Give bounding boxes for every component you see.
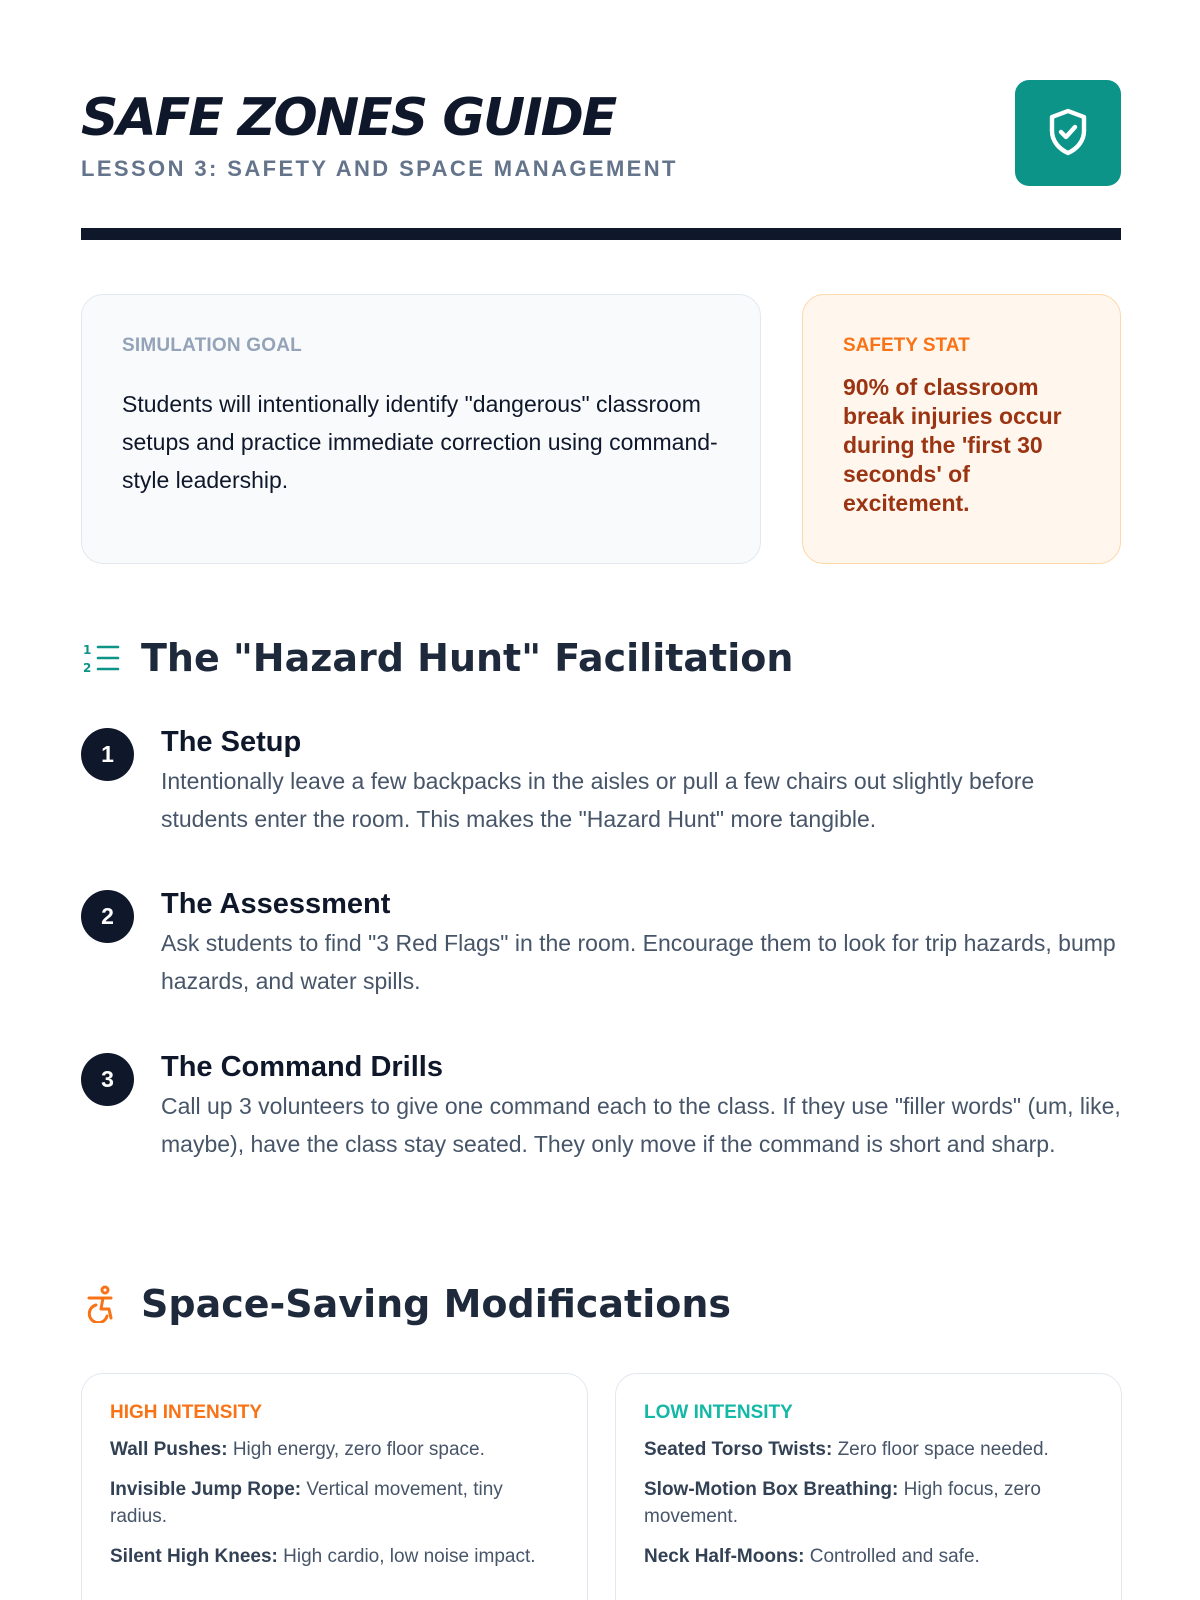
svg-text:2: 2 (83, 661, 92, 675)
step-number: 2 (81, 890, 134, 943)
modifications-heading (81, 1282, 731, 1326)
step-item (81, 728, 1121, 838)
step-title: The Command Drills (161, 1051, 443, 1083)
step-description: Intentionally leave a few backpacks in the aisles or pull a few chairs out slightly before students enter the room. This makes the "Hazard Hunt" more tangible. (161, 768, 1035, 832)
exercise-name: Silent High Knees: (110, 1546, 278, 1567)
exercise-name: Seated Torso Twists: (644, 1439, 833, 1460)
svg-text:1: 1 (83, 643, 92, 657)
exercise-name: Neck Half-Moons: (644, 1546, 805, 1567)
header-divider (81, 228, 1121, 240)
step-number: 3 (81, 1053, 134, 1106)
list-item (110, 1476, 559, 1530)
list-item (110, 1436, 559, 1463)
accessibility-icon (81, 1284, 121, 1324)
step-title: The Assessment (161, 888, 391, 920)
low-intensity-card (615, 1373, 1122, 1600)
step-description: Call up 3 volunteers to give one command each to the class. If they use "filler words" (um, like, maybe), have the class stay seated. They only move if the command is short and sharp. (161, 1093, 1121, 1157)
simulation-goal-text: Students will intentionally identify "dangerous" classroom setups and practice immediate correction using command-style leadership. (122, 391, 718, 493)
modifications-title: Space-Saving Modifications (141, 1282, 732, 1326)
page-subtitle: LESSON 3: SAFETY AND SPACE MANAGEMENT (81, 156, 678, 181)
exercise-name: Wall Pushes: (110, 1439, 228, 1460)
step-item (81, 1053, 1121, 1163)
exercise-desc: Zero floor space needed. (837, 1439, 1049, 1460)
exercise-desc: Controlled and safe. (809, 1546, 980, 1567)
facilitation-heading (81, 636, 793, 680)
exercise-desc: High cardio, low noise impact. (283, 1546, 536, 1567)
safety-stat-text: 90% of classroom break injuries occur during the 'first 30 seconds' of excitement. (843, 374, 1062, 516)
high-intensity-card (81, 1373, 588, 1600)
simulation-goal-card (81, 294, 761, 564)
list-item (644, 1436, 1093, 1463)
facilitation-title: The "Hazard Hunt" Facilitation (141, 636, 794, 680)
high-intensity-label: HIGH INTENSITY (110, 1402, 263, 1423)
list-item (644, 1476, 1093, 1530)
step-number: 1 (81, 728, 134, 781)
list-item (110, 1543, 559, 1570)
exercise-name: Slow-Motion Box Breathing: (644, 1479, 899, 1500)
low-intensity-label: LOW INTENSITY (644, 1402, 793, 1423)
safety-stat-card (802, 294, 1121, 564)
exercise-desc: High focus, zero movement. (644, 1479, 1041, 1527)
step-description: Ask students to find "3 Red Flags" in the room. Encourage them to look for trip hazards, bump hazards, and water spills. (161, 930, 1116, 994)
step-title: The Setup (161, 726, 302, 758)
list-item (644, 1543, 1093, 1570)
safety-stat-label: SAFETY STAT (843, 335, 970, 356)
simulation-goal-label: SIMULATION GOAL (122, 335, 302, 356)
exercise-desc: Vertical movement, tiny radius. (110, 1479, 503, 1527)
page-title: SAFE ZONES GUIDE (81, 88, 616, 148)
numbered-list-icon (81, 638, 121, 678)
shield-badge (1015, 80, 1121, 186)
step-item (81, 890, 1121, 1000)
page-header (81, 80, 1121, 182)
shield-check-icon (1044, 107, 1092, 159)
exercise-desc: High energy, zero floor space. (232, 1439, 485, 1460)
exercise-name: Invisible Jump Rope: (110, 1479, 302, 1500)
